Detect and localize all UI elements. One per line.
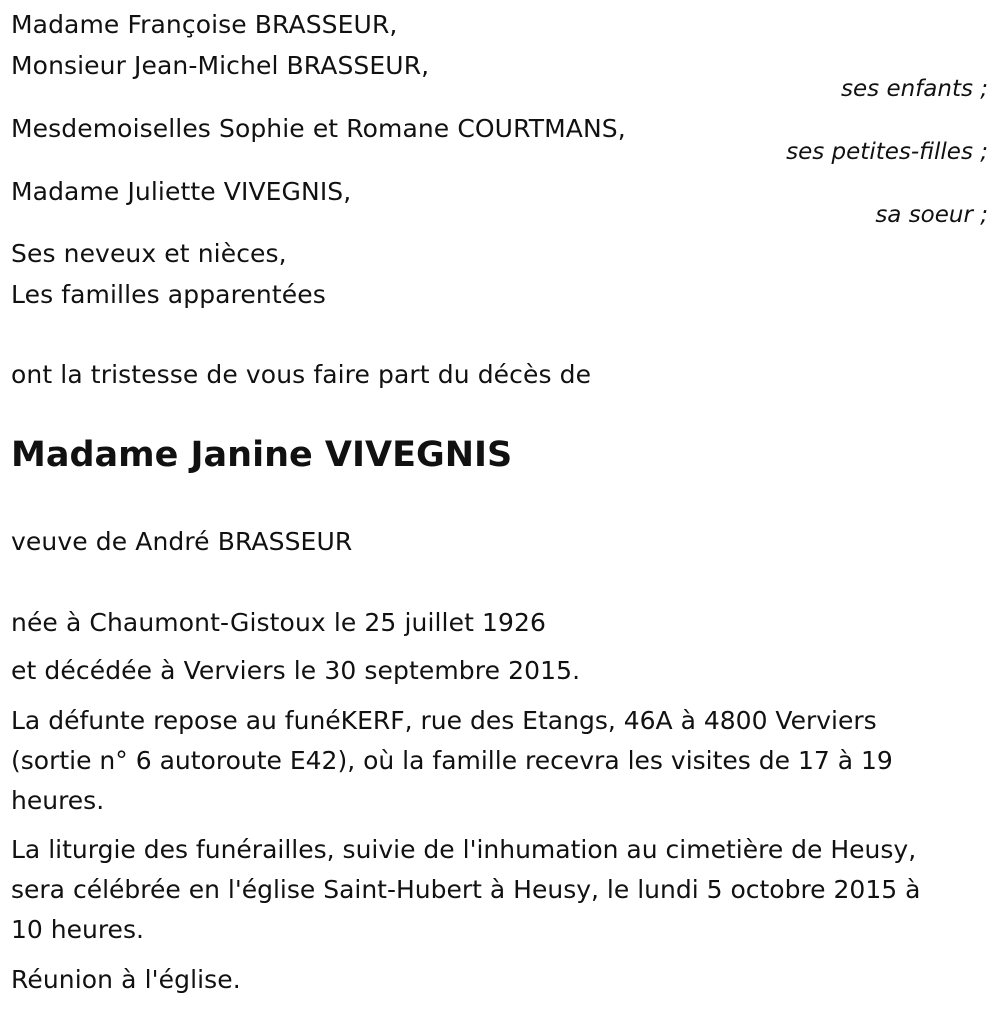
deceased-name: Madame Janine VIVEGNIS [11, 435, 513, 475]
visitation-line: heures. [11, 786, 105, 815]
visitation-line: (sortie n° 6 autoroute E42), où la famille recevra les visites de 17 à 19 [11, 746, 893, 775]
child-line-1: Madame Françoise BRASSEUR, [11, 10, 398, 39]
others-line-2: Les familles apparentées [11, 280, 326, 309]
grandchildren-relation: ses petites-filles ; [786, 139, 988, 165]
announcement-text: ont la tristesse de vous faire part du décès de [11, 360, 592, 389]
sister-line: Madame Juliette VIVEGNIS, [11, 177, 352, 206]
child-line-2: Monsieur Jean-Michel BRASSEUR, [11, 51, 430, 80]
grandchildren-line: Mesdemoiselles Sophie et Romane COURTMANS, [11, 114, 626, 143]
funeral-line: La liturgie des funérailles, suivie de l'inhumation au cimetière de Heusy, [11, 835, 917, 864]
funeral-paragraph [11, 830, 986, 950]
gathering-text: Réunion à l'église. [11, 965, 241, 994]
funeral-line: sera célébrée en l'église Saint-Hubert à Heusy, le lundi 5 octobre 2015 à [11, 875, 921, 904]
others-line-1: Ses neveux et nièces, [11, 239, 287, 268]
visitation-paragraph [11, 701, 986, 821]
funeral-line: 10 heures. [11, 915, 144, 944]
death-text: et décédée à Verviers le 30 septembre 2015. [11, 656, 581, 685]
children-relation: ses enfants ; [841, 76, 988, 102]
birth-text: née à Chaumont-Gistoux le 25 juillet 1926 [11, 608, 547, 637]
widow-of-text: veuve de André BRASSEUR [11, 527, 353, 556]
visitation-line: La défunte repose au funéKERF, rue des Etangs, 46A à 4800 Verviers [11, 706, 877, 735]
sister-relation: sa soeur ; [875, 202, 988, 228]
